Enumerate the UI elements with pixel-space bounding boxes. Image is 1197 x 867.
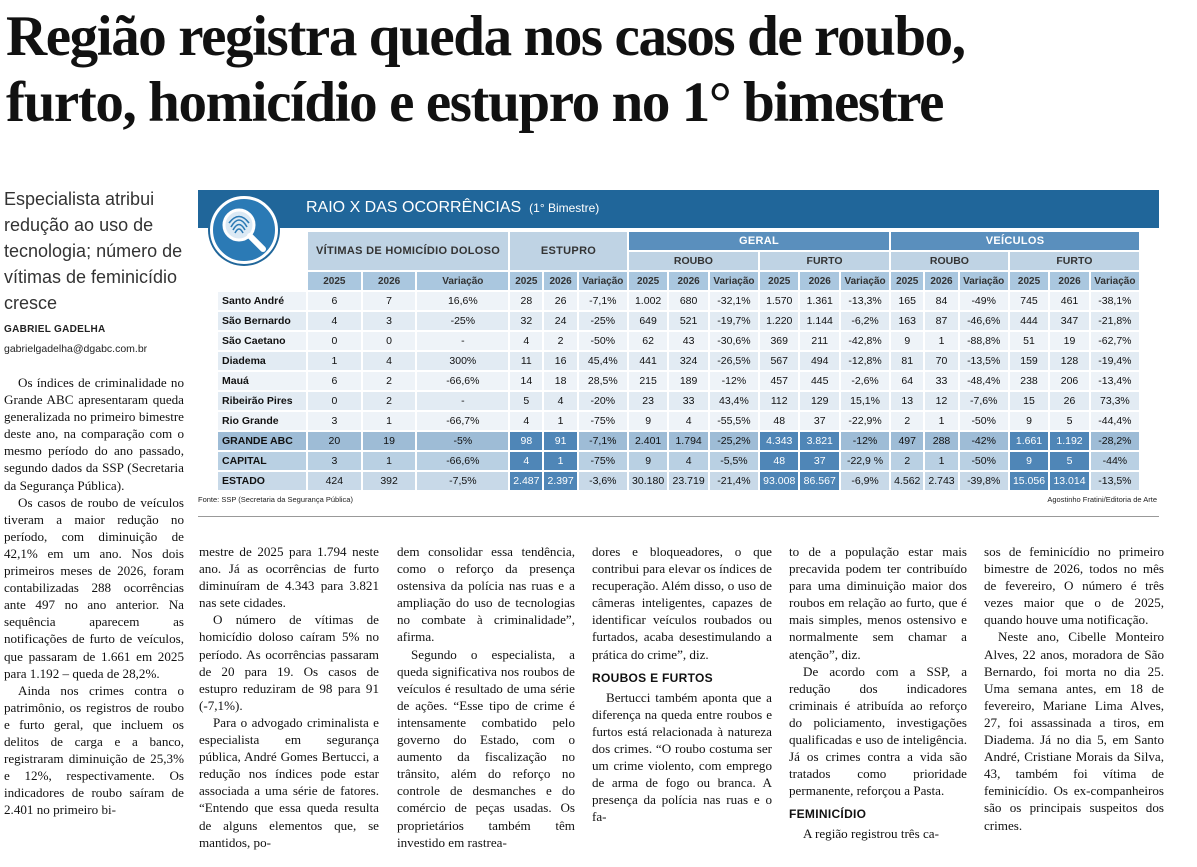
table-cell: 441 — [629, 352, 668, 370]
table-cell: 11 — [510, 352, 542, 370]
article-column-5 — [789, 543, 967, 843]
author-email[interactable]: gabrielgadelha@dgabc.com.br — [4, 343, 148, 355]
table-cell: 9 — [629, 452, 668, 470]
table-cell: -28,2% — [1091, 432, 1139, 450]
table-cell: -5,5% — [710, 452, 758, 470]
table-row — [218, 452, 1139, 470]
table-cell: 16 — [544, 352, 576, 370]
header-geral: GERAL — [629, 232, 889, 250]
table-cell: - — [417, 332, 508, 350]
table-cell: 48 — [760, 412, 799, 430]
subheadline: Especialista atribui redução ao uso de tecnologia; número de vítimas de feminicídio cresce — [4, 189, 183, 313]
table-cell: 43 — [669, 332, 708, 350]
row-label: ESTADO — [218, 472, 306, 490]
table-cell: 73,3% — [1091, 392, 1139, 410]
table-cell: -30,6% — [710, 332, 758, 350]
table-cell: 2.743 — [925, 472, 957, 490]
table-cell: -7,5% — [417, 472, 508, 490]
table-cell: 215 — [629, 372, 668, 390]
table-cell: 2 — [544, 332, 576, 350]
table-cell: 112 — [760, 392, 799, 410]
article-column-2 — [199, 543, 379, 851]
table-cell: 28,5% — [579, 372, 627, 390]
table-cell: -7,1% — [579, 432, 627, 450]
table-cell: 84 — [925, 292, 957, 310]
article-paragraph: Neste ano, Cibelle Monteiro Alves, 22 anos, moradora de São Bernardo, foi morta no dia 25. Uma semana antes, em 18 de fevereiro, Mariane Lima Alves, 27, foi assassinada a tiros, em Diadema. Já no dia 5, em Santo André, Cristiane Morais da Silva, 43, também foi vítima de feminicídio. Os ex-companheiros são os principais suspeitos dos crimes. — [984, 629, 1164, 833]
table-cell: 5 — [1050, 412, 1089, 430]
table-cell: 32 — [510, 312, 542, 330]
table-cell: -22,9% — [841, 412, 889, 430]
table-cell: 0 — [308, 332, 361, 350]
table-cell: -12% — [710, 372, 758, 390]
table-cell: 2 — [891, 412, 923, 430]
table-cell: -13,3% — [841, 292, 889, 310]
table-cell: -50% — [579, 332, 627, 350]
table-cell: 14 — [510, 372, 542, 390]
byline: GABRIEL GADELHA — [4, 324, 106, 335]
table-cell: -5% — [417, 432, 508, 450]
table-cell: 98 — [510, 432, 542, 450]
article-paragraph: dem consolidar essa tendência, como o reforço da presença ostensiva da polícia nas ruas e a ampliação do uso de tecnologias no combate à criminalidade”, afirma. — [397, 544, 575, 645]
table-cell: -3,6% — [579, 472, 627, 490]
year-header: 2026 — [925, 272, 957, 290]
table-cell: 19 — [363, 432, 416, 450]
table-cell: 347 — [1050, 312, 1089, 330]
table-cell: 4 — [308, 312, 361, 330]
table-cell: 9 — [1010, 412, 1049, 430]
table-cell: 300% — [417, 352, 508, 370]
table-cell: -42% — [960, 432, 1008, 450]
table-cell: 1 — [925, 452, 957, 470]
table-cell: 1 — [363, 412, 416, 430]
table-cell: 1.794 — [669, 432, 708, 450]
table-cell: 4 — [669, 452, 708, 470]
table-cell: 33 — [925, 372, 957, 390]
table-cell: 26 — [1050, 392, 1089, 410]
article-paragraph: Os casos de roubo de veículos tiveram a maior redução no período, com diminuição de 42,1% em um ano. Nos dois primeiros meses de 2026, foram contabilizadas 288 ocorrências ante 497 no ano anterior. Na sequência aparecem as notificações de furto de veículos, que passaram de 1.661 em 2025 para 1.192 – queda de 28,2%. — [4, 494, 184, 681]
table-cell: 288 — [925, 432, 957, 450]
year-header: Variação — [710, 272, 758, 290]
row-label: Santo André — [218, 292, 306, 310]
header-geral-furto: FURTO — [760, 252, 889, 270]
table-cell: -19,4% — [1091, 352, 1139, 370]
article-paragraph: dores e bloqueadores, o que contribui para elevar os índices de recuperação. Além disso, o uso de câmeras inteligentes, capazes de identificar veículos roubados ou furtados, acaba desestimulando a prática do crime”, diz. — [592, 544, 772, 662]
year-header: 2026 — [544, 272, 576, 290]
year-header: 2025 — [760, 272, 799, 290]
year-header: 2025 — [629, 272, 668, 290]
table-cell: 16,6% — [417, 292, 508, 310]
table-cell: 4 — [510, 452, 542, 470]
table-cell: 1 — [308, 352, 361, 370]
table-cell: 13.014 — [1050, 472, 1089, 490]
table-cell: 159 — [1010, 352, 1049, 370]
table-cell: 1.661 — [1010, 432, 1049, 450]
table-cell: 4 — [363, 352, 416, 370]
table-cell: 5 — [1050, 452, 1089, 470]
table-cell: -50% — [960, 412, 1008, 430]
crime-data-table — [216, 230, 1141, 492]
table-cell: 24 — [544, 312, 576, 330]
table-cell: -66,6% — [417, 452, 508, 470]
table-cell: 37 — [800, 452, 839, 470]
table-cell: 4 — [510, 412, 542, 430]
table-cell: 18 — [544, 372, 576, 390]
table-cell: -38,1% — [1091, 292, 1139, 310]
table-row — [218, 472, 1139, 490]
table-cell: 3 — [308, 412, 361, 430]
table-cell: 33 — [669, 392, 708, 410]
table-cell: 3 — [363, 312, 416, 330]
table-cell: 1.220 — [760, 312, 799, 330]
table-cell: -13,4% — [1091, 372, 1139, 390]
table-cell: 163 — [891, 312, 923, 330]
table-cell: 521 — [669, 312, 708, 330]
section-heading: FEMINICÍDIO — [789, 807, 867, 822]
table-cell: -6,2% — [841, 312, 889, 330]
table-cell: 4 — [669, 412, 708, 430]
year-header: 2026 — [800, 272, 839, 290]
table-cell: 567 — [760, 352, 799, 370]
table-cell: 9 — [1010, 452, 1049, 470]
table-cell: 497 — [891, 432, 923, 450]
table-row — [218, 292, 1139, 310]
table-cell: 28 — [510, 292, 542, 310]
table-cell: 62 — [629, 332, 668, 350]
table-cell: -44,4% — [1091, 412, 1139, 430]
infographic-credit: Agostinho Fratini/Editoria de Arte — [1047, 495, 1157, 504]
table-cell: -25% — [579, 312, 627, 330]
table-cell: 0 — [363, 332, 416, 350]
fingerprint-magnifier-icon — [210, 196, 278, 264]
table-cell: -75% — [579, 452, 627, 470]
year-header: Variação — [841, 272, 889, 290]
table-cell: 12 — [925, 392, 957, 410]
article-paragraph: O número de vítimas de homicídio doloso caíram 5% no período. As ocorrências passaram de 20 para 19. Os casos de estupro reduziram de 98 para 91 (-7,1%). — [199, 612, 379, 713]
table-cell: 3 — [308, 452, 361, 470]
section-heading: ROUBOS E FURTOS — [592, 670, 713, 685]
table-cell: 4.343 — [760, 432, 799, 450]
table-cell: 238 — [1010, 372, 1049, 390]
table-cell: -22,9 % — [841, 452, 889, 470]
year-header: Variação — [417, 272, 508, 290]
table-cell: 1 — [544, 452, 576, 470]
article-paragraph: Para o advogado criminalista e especialista em segurança pública, André Gomes Bertucci, a redução nos índices pode estar associada a uma série de fatores. “Entendo que essa queda resulta de alguns elementos que, se mantidos, po- — [199, 714, 379, 850]
table-cell: 20 — [308, 432, 361, 450]
table-cell: 51 — [1010, 332, 1049, 350]
table-cell: 86.567 — [800, 472, 839, 490]
divider-line — [198, 516, 1159, 517]
article-column-1 — [4, 374, 184, 818]
table-row — [218, 332, 1139, 350]
table-cell: 129 — [800, 392, 839, 410]
article-paragraph: Ainda nos crimes contra o patrimônio, os registros de roubo e furto geral, que incluem os delitos de carga e a banco, registraram diminuição de 25,3% e 12%, respectivamente. Os indicadores de roubo saíram de 2.401 no primeiro bi- — [4, 682, 184, 818]
table-cell: 1 — [925, 412, 957, 430]
table-cell: 1 — [544, 412, 576, 430]
article-paragraph: Segundo o especialista, a queda significativa nos roubos de veículos é resultado de uma série de ações. “Esse tipo de crime é intensamente combatido pelo governo do Estado, com o aumento da fiscalização no trânsito, além do reforço no controle de desmanches e do comércio de peças usadas. Os proprietários também têm investido em rastrea- — [397, 646, 575, 850]
row-label: São Caetano — [218, 332, 306, 350]
table-cell: 649 — [629, 312, 668, 330]
row-label: Ribeirão Pires — [218, 392, 306, 410]
table-cell: 19 — [1050, 332, 1089, 350]
year-header: Variação — [1091, 272, 1139, 290]
row-label: Mauá — [218, 372, 306, 390]
year-header: 2025 — [891, 272, 923, 290]
table-cell: 1.192 — [1050, 432, 1089, 450]
table-cell: 15 — [1010, 392, 1049, 410]
infographic-raio-x — [198, 190, 1159, 515]
table-row — [218, 392, 1139, 410]
table-cell: -48,4% — [960, 372, 1008, 390]
table-cell: 43,4% — [710, 392, 758, 410]
table-cell: 444 — [1010, 312, 1049, 330]
table-cell: -39,8% — [960, 472, 1008, 490]
table-cell: 680 — [669, 292, 708, 310]
article-paragraph: A região registrou três ca- — [803, 826, 939, 842]
article-column-4 — [592, 543, 772, 825]
table-cell: -21,4% — [710, 472, 758, 490]
year-header: 2025 — [1010, 272, 1049, 290]
table-cell: -88,8% — [960, 332, 1008, 350]
table-cell: 4 — [510, 332, 542, 350]
row-label: CAPITAL — [218, 452, 306, 470]
header-estupro: ESTUPRO — [510, 232, 627, 270]
table-cell: 211 — [800, 332, 839, 350]
table-cell: 6 — [308, 292, 361, 310]
table-cell: 15.056 — [1010, 472, 1049, 490]
article-column-6 — [984, 543, 1164, 834]
table-cell: 45,4% — [579, 352, 627, 370]
table-cell: -66,7% — [417, 412, 508, 430]
table-row — [218, 352, 1139, 370]
article-paragraph: Bertucci também aponta que a diferença na queda entre roubos e furtos está relacionada à natureza dos crimes. “O roubo costuma ser um crime violento, com emprego de arma de fogo ou branca. A presença da polícia nas ruas e o fa- — [592, 689, 772, 825]
table-cell: -32,1% — [710, 292, 758, 310]
table-cell: 91 — [544, 432, 576, 450]
article-paragraph: to de a população estar mais precavida podem ter contribuído para uma diminuição maior dos roubos em relação ao furto, que é mais simples, menos ostensivo e normalmente sem chamar a atenção”, diz. — [789, 544, 967, 662]
table-cell: 15,1% — [841, 392, 889, 410]
table-cell: -62,7% — [1091, 332, 1139, 350]
row-label: Diadema — [218, 352, 306, 370]
table-cell: -49% — [960, 292, 1008, 310]
headline-line-2: furto, homicídio e estupro no 1° bimestre — [6, 71, 943, 134]
table-cell: 2 — [363, 392, 416, 410]
table-cell: 165 — [891, 292, 923, 310]
table-cell: 2.397 — [544, 472, 576, 490]
row-label: Rio Grande — [218, 412, 306, 430]
table-cell: -21,8% — [1091, 312, 1139, 330]
table-cell: -13,5% — [1091, 472, 1139, 490]
table-cell: 23 — [629, 392, 668, 410]
table-cell: 2 — [363, 372, 416, 390]
table-row — [218, 312, 1139, 330]
table-body — [218, 292, 1139, 490]
table-cell: 37 — [800, 412, 839, 430]
table-cell: -46,6% — [960, 312, 1008, 330]
table-cell: 26 — [544, 292, 576, 310]
table-cell: 1.144 — [800, 312, 839, 330]
table-cell: 128 — [1050, 352, 1089, 370]
table-cell: 30.180 — [629, 472, 668, 490]
header-geral-roubo: ROUBO — [629, 252, 758, 270]
table-cell: 93.008 — [760, 472, 799, 490]
header-veiculos-roubo: ROUBO — [891, 252, 1008, 270]
year-header: 2026 — [669, 272, 708, 290]
year-header: 2026 — [1050, 272, 1089, 290]
table-cell: 5 — [510, 392, 542, 410]
table-cell: -12% — [841, 432, 889, 450]
table-cell: - — [417, 392, 508, 410]
table-cell: -19,7% — [710, 312, 758, 330]
table-cell: 7 — [363, 292, 416, 310]
header-veiculos-furto: FURTO — [1010, 252, 1139, 270]
table-cell: 189 — [669, 372, 708, 390]
table-cell: 1.570 — [760, 292, 799, 310]
table-row — [218, 412, 1139, 430]
table-cell: 48 — [760, 452, 799, 470]
table-cell: 392 — [363, 472, 416, 490]
table-cell: 23.719 — [669, 472, 708, 490]
table-cell: 81 — [891, 352, 923, 370]
table-cell: -2,6% — [841, 372, 889, 390]
table-cell: -25% — [417, 312, 508, 330]
table-cell: 745 — [1010, 292, 1049, 310]
table-cell: -20% — [579, 392, 627, 410]
table-cell: 2.487 — [510, 472, 542, 490]
infographic-subtitle: (1° Bimestre) — [529, 201, 600, 215]
table-row — [218, 372, 1139, 390]
article-paragraph: Os índices de criminalidade no Grande ABC apresentaram queda generalizada no primeiro bimestre deste ano, na comparação com o mesmo período do ano passado, segundo dados da SSP (Secretaria da Segurança Pública). — [4, 375, 184, 493]
row-label: São Bernardo — [218, 312, 306, 330]
table-cell: 0 — [308, 392, 361, 410]
table-cell: -7,1% — [579, 292, 627, 310]
infographic-title: RAIO X DAS OCORRÊNCIAS (1° Bimestre) — [306, 199, 600, 216]
table-cell: 324 — [669, 352, 708, 370]
table-cell: 4 — [544, 392, 576, 410]
table-cell: 9 — [891, 332, 923, 350]
header-homicidio: VÍTIMAS DE HOMICÍDIO DOLOSO — [308, 232, 508, 270]
table-cell: 457 — [760, 372, 799, 390]
table-cell: 1.002 — [629, 292, 668, 310]
table-cell: 6 — [308, 372, 361, 390]
header-veiculos: VEÍCULOS — [891, 232, 1139, 250]
table-cell: 70 — [925, 352, 957, 370]
table-cell: -50% — [960, 452, 1008, 470]
table-cell: 1.361 — [800, 292, 839, 310]
table-cell: 445 — [800, 372, 839, 390]
table-cell: -26,5% — [710, 352, 758, 370]
table-cell: -55,5% — [710, 412, 758, 430]
year-header: Variação — [579, 272, 627, 290]
table-cell: 4.562 — [891, 472, 923, 490]
table-cell: 494 — [800, 352, 839, 370]
table-header-row-groups — [218, 232, 1139, 250]
table-cell: -66,6% — [417, 372, 508, 390]
table-cell: 461 — [1050, 292, 1089, 310]
table-cell: -13,5% — [960, 352, 1008, 370]
table-cell: -6,9% — [841, 472, 889, 490]
table-cell: 1 — [363, 452, 416, 470]
article-column-3 — [397, 543, 575, 851]
table-cell: 206 — [1050, 372, 1089, 390]
year-header: 2025 — [308, 272, 361, 290]
year-header: Variação — [960, 272, 1008, 290]
table-header-row-years — [218, 272, 1139, 290]
table-cell: -44% — [1091, 452, 1139, 470]
table-cell: -7,6% — [960, 392, 1008, 410]
table-cell: -75% — [579, 412, 627, 430]
table-cell: 87 — [925, 312, 957, 330]
table-cell: 2 — [891, 452, 923, 470]
table-cell: 424 — [308, 472, 361, 490]
table-cell: -42,8% — [841, 332, 889, 350]
table-row — [218, 432, 1139, 450]
infographic-source: Fonte: SSP (Secretaria da Segurança Pública) — [198, 495, 353, 504]
table-cell: -25,2% — [710, 432, 758, 450]
year-header: 2026 — [363, 272, 416, 290]
headline — [6, 4, 1191, 136]
article-paragraph: sos de feminicídio no primeiro bimestre de 2026, todos no mês de fevereiro, O número é três vezes maior que o de 2025, quando houve uma notificação. — [984, 544, 1164, 628]
article-paragraph: De acordo com a SSP, a redução dos indicadores criminais é atribuída ao reforço do policiamento, investigações qualificadas e uso de inteligência. Já os crimes contra a vida são tratados como prioridade permanente, reforçou a Pasta. — [789, 663, 967, 799]
table-cell: 1 — [925, 332, 957, 350]
table-cell: 2.401 — [629, 432, 668, 450]
table-cell: 64 — [891, 372, 923, 390]
year-header: 2025 — [510, 272, 542, 290]
row-label: GRANDE ABC — [218, 432, 306, 450]
article-paragraph: mestre de 2025 para 1.794 neste ano. Já as ocorrências de furto diminuíram de 4.343 para 3.821 nas sete cidades. — [199, 544, 379, 611]
table-cell: 3.821 — [800, 432, 839, 450]
table-cell: 369 — [760, 332, 799, 350]
headline-line-1: Região registra queda nos casos de roubo, — [6, 5, 965, 68]
table-cell: -12,8% — [841, 352, 889, 370]
table-cell: 13 — [891, 392, 923, 410]
table-cell: 9 — [629, 412, 668, 430]
infographic-banner — [198, 190, 1159, 228]
